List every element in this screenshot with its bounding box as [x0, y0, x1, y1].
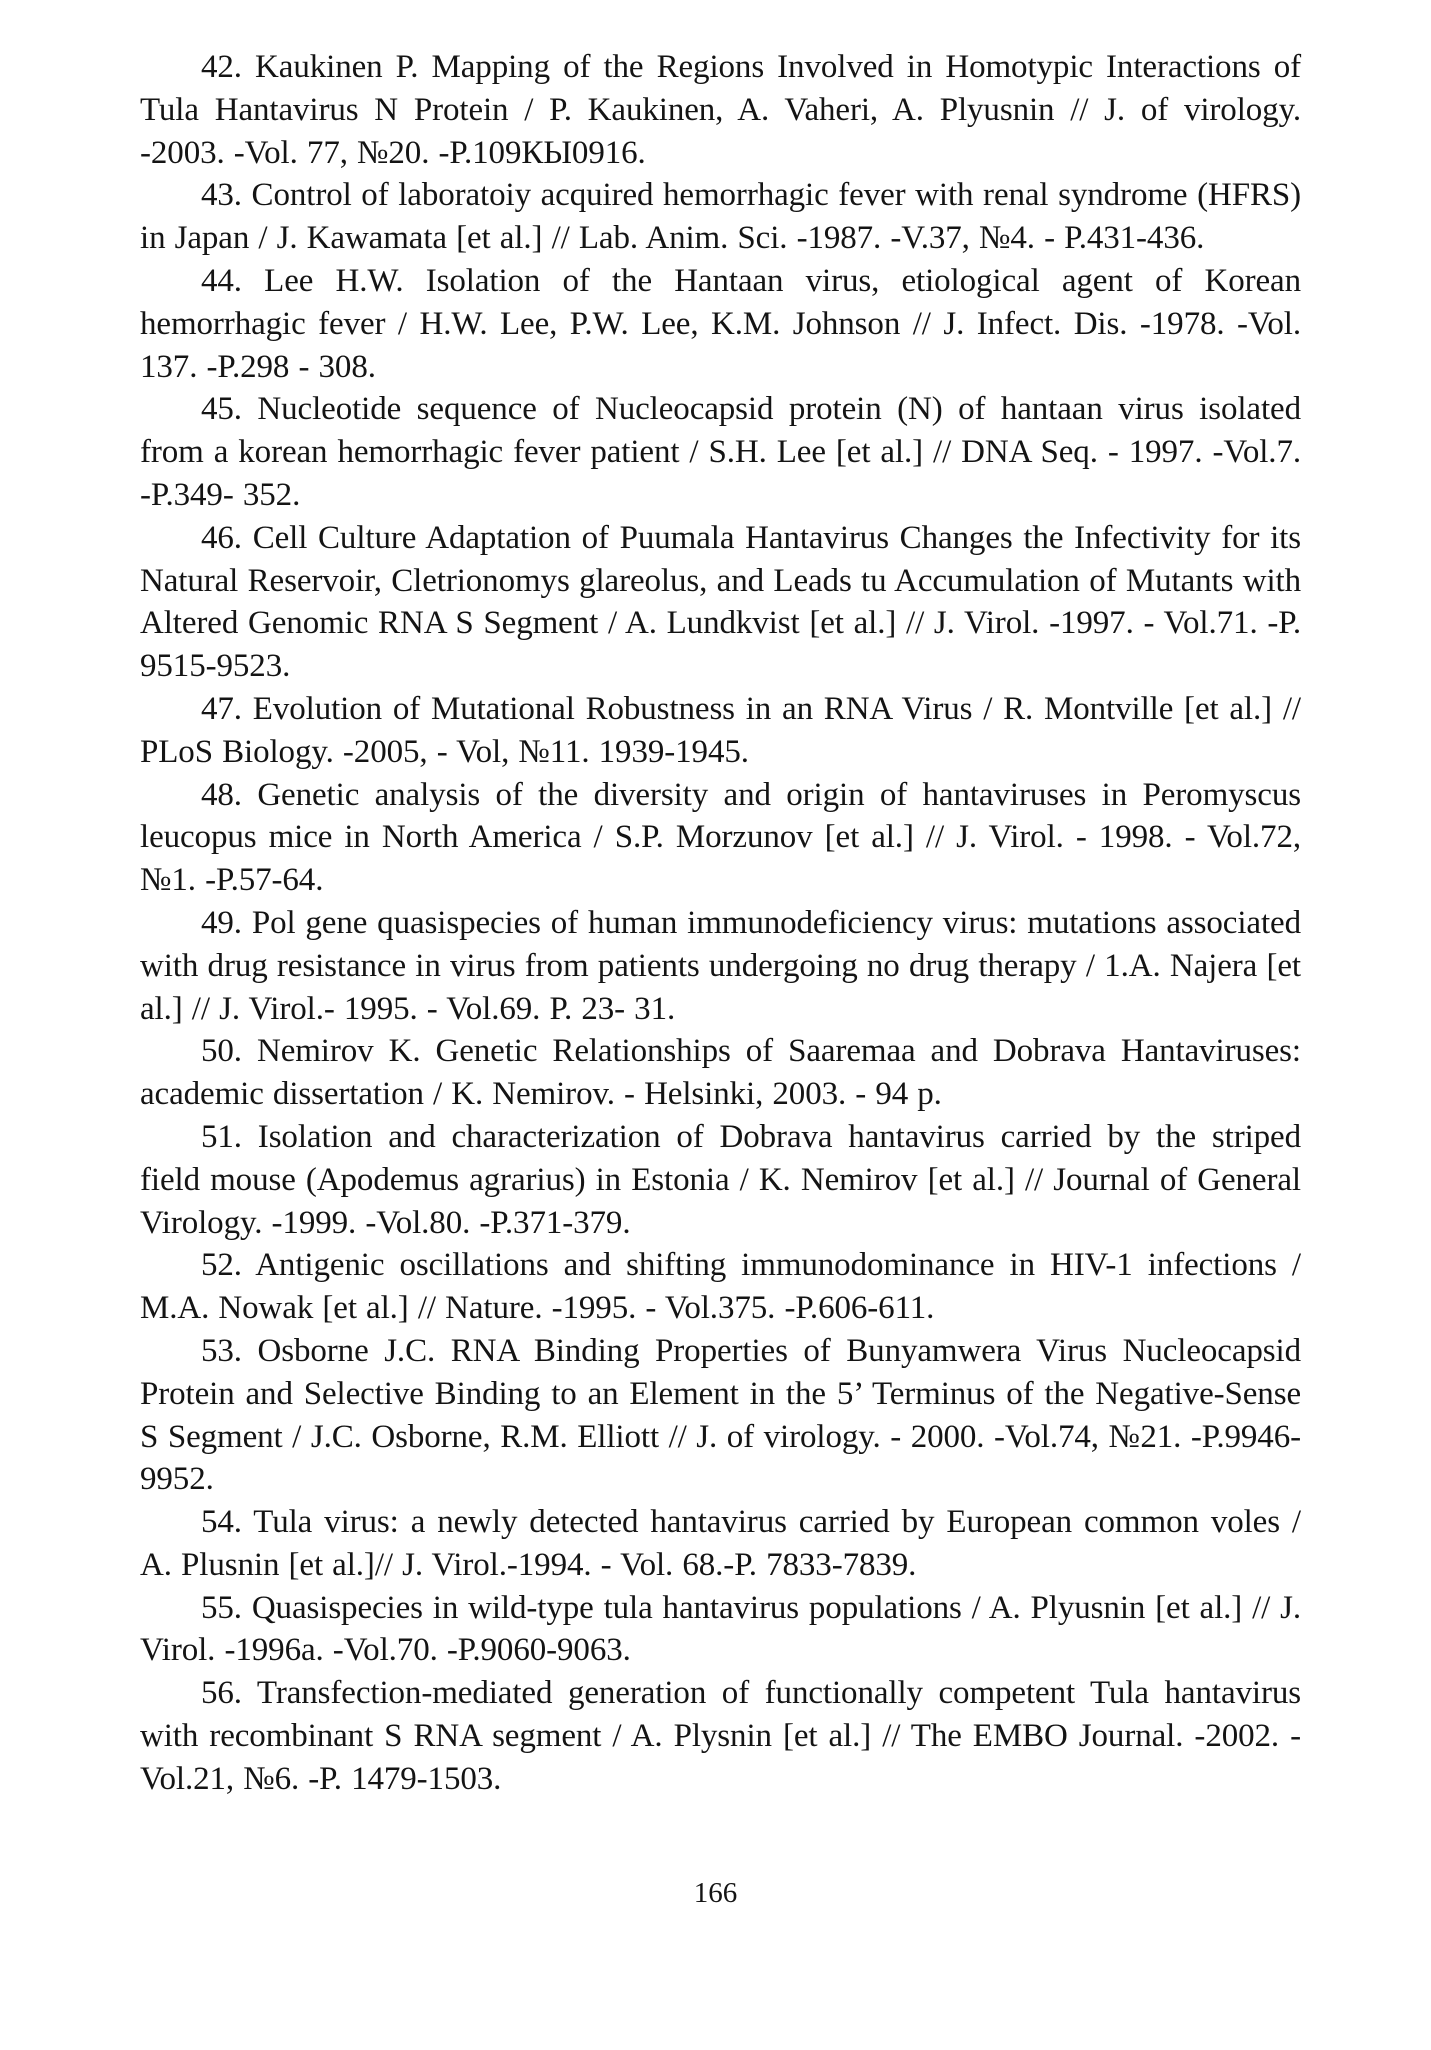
reference-item: 45. Nucleotide sequence of Nucleocapsid protein (N) of hantaan virus isolated from a korean hemorrhagic fever patient / S.H. Lee [et al.] // DNA Seq. - 1997. -Vol.7. -P.349- 352.: [140, 391, 1301, 513]
reference-item: 44. Lee H.W. Isolation of the Hantaan virus, etiological agent of Korean hemorrhagic fever / H.W. Lee, P.W. Lee, K.M. Johnson // J. Infect. Dis. -1978. -Vol. 137. -P.298 - 308.: [140, 262, 1301, 385]
reference-item: 50. Nemirov K. Genetic Relationships of Saaremaa and Dobrava Hantaviruses: academic dissertation / K. Nemirov. - Helsinki, 2003. - 94 p.: [140, 1033, 1301, 1113]
reference-item: 49. Pol gene quasispecies of human immunodeficiency virus: mutations associated with drug resistance in virus from patients undergoing no drug therapy / 1.A. Najera [et al.] // J. Virol.- 1995. - Vol.69. P. 23- 31.: [140, 904, 1301, 1027]
reference-item: 42. Kaukinen P. Mapping of the Regions Involved in Homotypic Interactions of Tula Hantavirus N Protein / P. Kaukinen, A. Vaheri, A. Plyusnin // J. of virology. -2003. -Vol. 77, №20. -P.109КЫ0916.: [140, 49, 1301, 171]
reference-item: 47. Evolution of Mutational Robustness in an RNA Virus / R. Montville [et al.] // PLoS Biology. -2005, - Vol, №11. 1939-1945.: [140, 690, 1301, 770]
reference-item: 55. Quasispecies in wild-type tula hantavirus populations / A. Plyusnin [et al.] // J. Virol. -1996a. -Vol.70. -P.9060-9063.: [140, 1589, 1301, 1669]
reference-item: 46. Cell Culture Adaptation of Puumala Hantavirus Changes the Infectivity for its Natural Reservoir, Cletrionomys glareolus, and Leads tu Accumulation of Mutants with Altered Genomic RNA S Segment / A. Lundkvist [et al.] // J. Virol. -1997. - Vol.71. -P. 9515-9523.: [140, 519, 1301, 685]
reference-item: 54. Tula virus: a newly detected hantavirus carried by European common voles / A. Plusnin [et al.]// J. Virol.-1994. - Vol. 68.-P. 7833-7839.: [140, 1504, 1301, 1583]
reference-item: 51. Isolation and characterization of Dobrava hantavirus carried by the striped field mouse (Apodemus agrarius) in Estonia / K. Nemirov [et al.] // Journal of General Virology. -1999. -Vol.80. -P.371-379.: [140, 1118, 1301, 1241]
reference-list: [140, 46, 1301, 1801]
reference-item: 53. Osborne J.C. RNA Binding Properties of Bunyamwera Virus Nucleocapsid Protein and Selective Binding to an Element in the 5’ Terminus of the Negative-Sense S Segment / J.C. Osborne, R.M. Elliott // J. of virology. - 2000. -Vol.74, №21. -P.9946-9952.: [140, 1332, 1301, 1498]
reference-item: 52. Antigenic oscillations and shifting immunodominance in HIV-1 infections / M.A. Nowak [et al.] // Nature. -1995. - Vol.375. -P.606-611.: [140, 1247, 1301, 1327]
reference-item: 48. Genetic analysis of the diversity and origin of hantaviruses in Peromyscus leucopus mice in North America / S.P. Morzunov [et al.] // J. Virol. - 1998. - Vol.72, №1. -P.57-64.: [140, 776, 1301, 899]
reference-item: 56. Transfection-mediated generation of functionally competent Tula hantavirus with recombinant S RNA segment / A. Plysnin [et al.] // The EMBO Journal. -2002. -Vol.21, №6. -P. 1479-1503.: [140, 1675, 1301, 1797]
page-number: 166: [693, 1877, 738, 1909]
reference-item: 43. Control of laboratoiy acquired hemorrhagic fever with renal syndrome (HFRS) in Japan / J. Kawamata [et al.] // Lab. Anim. Sci. -1987. -V.37, №4. - P.431-436.: [140, 177, 1301, 257]
